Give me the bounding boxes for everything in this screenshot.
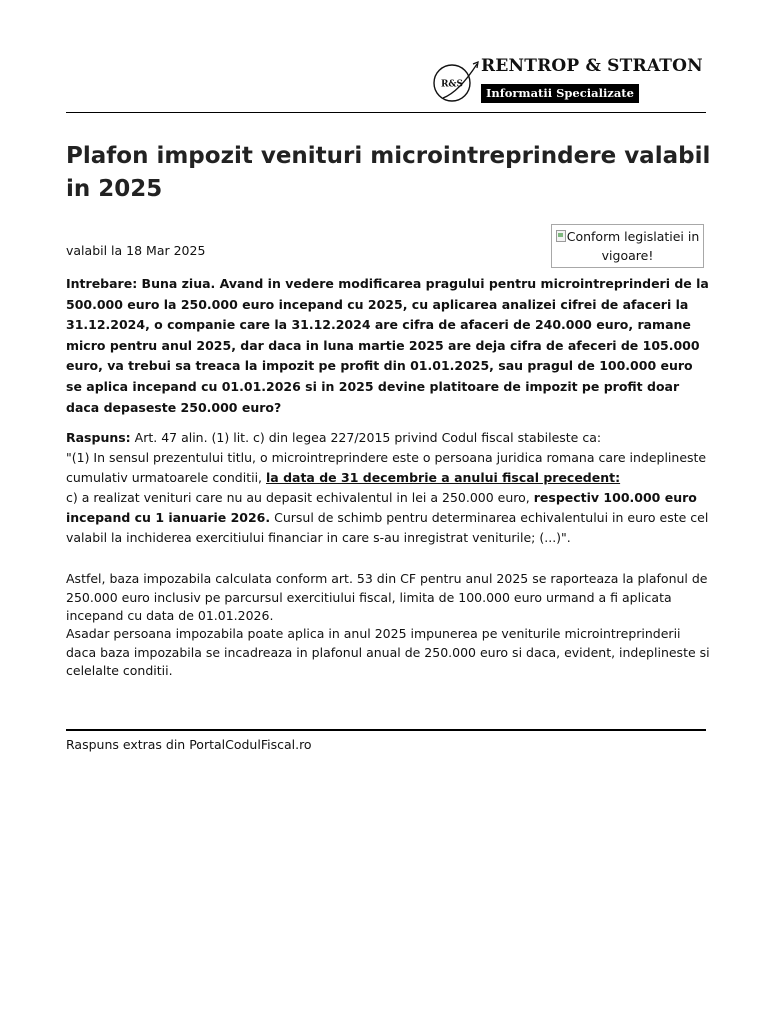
brand-name: RENTROP & STRATON: [481, 56, 703, 76]
quote-part-2: c) a realizat venituri care nu au depasit echivalentul in lei a 250.000 euro,: [66, 490, 534, 505]
image-alt-text: Conform legislatiei in vigoare!: [566, 229, 700, 263]
quote-part-3: Cursul de schimb pentru determinarea echivalentului in euro este cel valabil la inchiderea exercitiului financiar in care s-au inregistrat veniturile; (...)".: [66, 510, 709, 545]
paragraph-2: Asadar persoana impozabila poate aplica in anul 2025 impunerea pe veniturile microintreprinderii daca baza impozabila se incadreaza in plafonul anual de 250.000 euro si daca, evident, indeplineste si celelalte conditii.: [66, 626, 710, 678]
answer-label: Raspuns:: [66, 430, 131, 445]
quote-underlined: la data de 31 decembrie a anului fiscal precedent:: [266, 470, 621, 485]
quote-bold: respectiv 100.000 euro incepand cu 1 ianuarie 2026.: [66, 490, 697, 525]
document-header: [66, 54, 706, 113]
brand-logo: [417, 54, 704, 106]
quote-part-1: "(1) In sensul prezentului titlu, o microintreprindere este o persoana juridica romana care indeplineste cumulativ urmatoarele conditii,: [66, 450, 707, 485]
logo-circle-arrow-icon: [429, 58, 483, 104]
broken-image-icon: [556, 230, 566, 242]
page-title: Plafon impozit venituri microintreprindere valabil in 2025: [66, 143, 711, 202]
broken-image-placeholder: [551, 224, 704, 268]
logo-initials: R&S: [440, 79, 464, 90]
brand-tagline: Informatii Specializate: [481, 84, 639, 103]
footer-divider: [66, 729, 706, 731]
source-note: Raspuns extras din PortalCodulFiscal.ro: [66, 737, 312, 752]
answer-block: [66, 428, 711, 548]
valid-date: valabil la 18 Mar 2025: [66, 243, 206, 258]
question-text: Intrebare: Buna ziua. Avand in vedere modificarea pragului pentru microintreprinderi de la 500.000 euro la 250.000 euro incepand cu 2025, cu aplicarea analizei cifrei de afaceri la 31.12.2024, o companie care la 31.12.2024 are cifra de afaceri de 240.000 euro, ramane micro pentru anul 2025, dar daca in luna martie 2025 are deja cifra de afeceri de 105.000 euro, va trebui sa treaca la impozit pe profit din 01.01.2025, sau pragul de 100.000 euro se aplica incepand cu 01.01.2026 si in 2025 devine platitoare de impozit pe profit doar daca depaseste 250.000 euro?: [66, 276, 709, 415]
paragraph-1: Astfel, baza impozabila calculata conform art. 53 din CF pentru anul 2025 se raporteaza la plafonul de 250.000 euro inclusiv pe parcursul exercitiului fiscal, limita de 100.000 euro urmand a fi aplicata incepand cu data de 01.01.2026.: [66, 571, 708, 623]
answer-intro: Art. 47 alin. (1) lit. c) din legea 227/2015 privind Codul fiscal stabileste ca:: [130, 430, 602, 445]
